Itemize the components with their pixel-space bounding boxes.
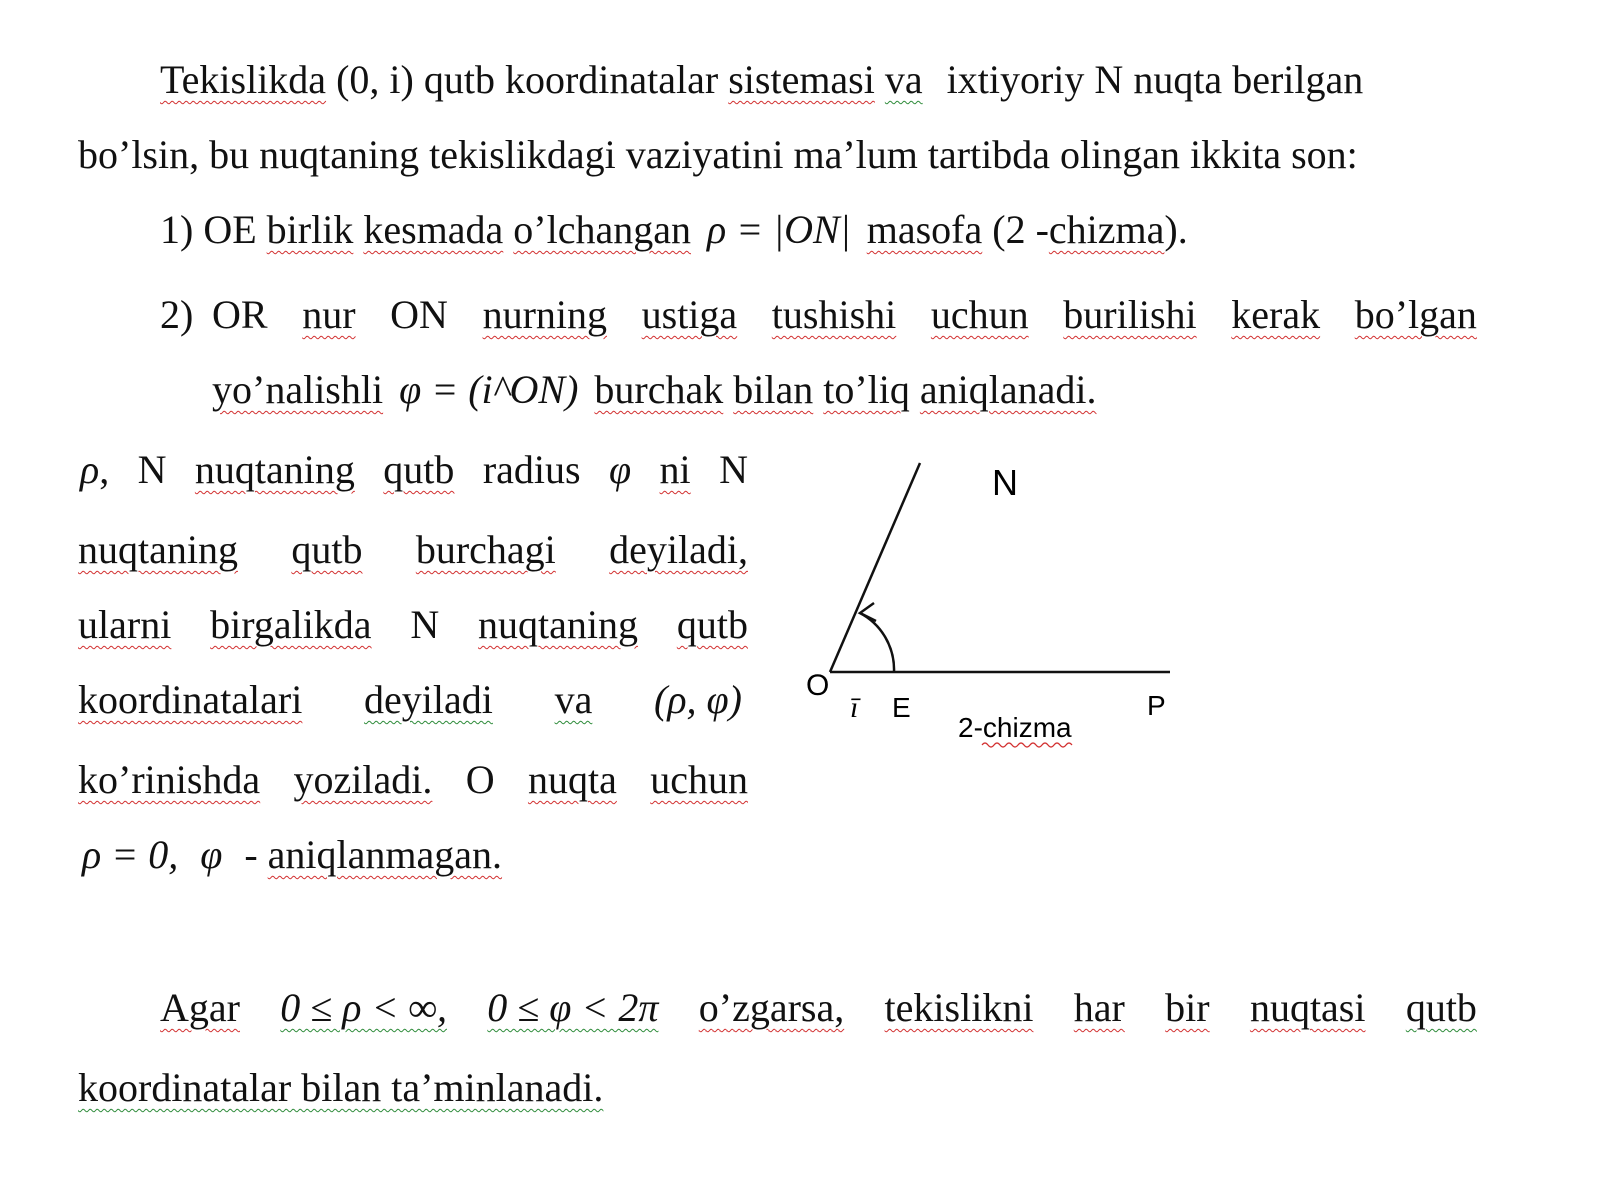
- word: nuqtaning: [478, 602, 639, 647]
- word: tekislikni: [884, 985, 1034, 1030]
- polar-figure: [790, 445, 1210, 765]
- word: uchun: [930, 292, 1029, 337]
- word: Tekislikda: [160, 57, 327, 102]
- word: ko’rinishda: [78, 757, 261, 802]
- word: ,: [99, 447, 110, 492]
- left-col-line2: [78, 527, 748, 572]
- word: nuqta: [1133, 57, 1223, 102]
- formula: ρ = |ON|: [706, 207, 851, 252]
- word: ixtiyoriy: [946, 57, 1085, 102]
- left-col-line6: [82, 832, 503, 877]
- word: tushishi: [771, 292, 897, 337]
- word: nurning: [482, 292, 607, 337]
- angle-arc: [860, 613, 894, 672]
- word: ON: [390, 292, 448, 337]
- list-number: 1): [160, 207, 194, 252]
- word: O: [465, 757, 495, 802]
- word: yoziladi.: [293, 757, 433, 802]
- list-item-2-line2: [212, 367, 1097, 412]
- word: berilgan: [1232, 57, 1364, 102]
- word: sistemasi: [728, 57, 875, 102]
- word: qutb: [1405, 985, 1477, 1030]
- word: o’zgarsa,: [698, 985, 845, 1030]
- word: nuqta: [527, 757, 617, 802]
- word: to’liq: [823, 367, 910, 412]
- paragraph2-line2: koordinatalar bilan ta’minlanadi.: [78, 1065, 604, 1110]
- word: va: [884, 57, 923, 102]
- word: ustiga: [641, 292, 738, 337]
- word: qutb: [383, 447, 455, 492]
- word: kesmada: [363, 207, 504, 252]
- left-col-line1: [80, 447, 748, 492]
- word: har: [1073, 985, 1125, 1030]
- word: qutb: [676, 602, 748, 647]
- word: OE: [203, 207, 257, 252]
- list-item-2-line1: [212, 292, 1477, 337]
- word: nuqtaning: [78, 527, 238, 572]
- word: va: [554, 677, 593, 722]
- word: uchun: [650, 757, 748, 802]
- left-col-line4: [78, 677, 742, 722]
- list-item-2-number: 2): [160, 292, 194, 337]
- formula: 0 ≤ ρ < ∞,: [280, 985, 447, 1030]
- word: masofa: [866, 207, 983, 252]
- formula: 0 ≤ φ < 2π: [487, 985, 659, 1030]
- word: chizma: [1048, 207, 1165, 252]
- left-col-line5: [78, 757, 748, 802]
- label-i: ī: [850, 691, 859, 724]
- word: qutb: [291, 527, 363, 572]
- angle-arrowhead: [860, 603, 876, 621]
- formula: φ = (i^ON): [399, 367, 579, 412]
- word: burchagi: [415, 527, 556, 572]
- word: (0, i): [336, 57, 414, 102]
- left-col-line3: [78, 602, 748, 647]
- word: aniqlanmagan.: [267, 832, 503, 877]
- paragraph1-line1: [160, 57, 1364, 102]
- word: nur: [302, 292, 356, 337]
- formula: (ρ, φ): [654, 677, 742, 722]
- word: OR: [212, 292, 268, 337]
- list-item-1: [160, 207, 1188, 252]
- word: kerak: [1231, 292, 1321, 337]
- ray-ON: [830, 463, 920, 672]
- word: bilan: [733, 367, 814, 412]
- label-N: N: [992, 462, 1018, 503]
- word: deyiladi: [364, 677, 493, 722]
- word: burilishi: [1063, 292, 1197, 337]
- word: -: [244, 832, 258, 877]
- word: radius: [482, 447, 581, 492]
- word: N: [137, 447, 167, 492]
- formula: φ: [200, 832, 223, 877]
- word: o’lchangan: [513, 207, 691, 252]
- formula: ρ = 0,: [82, 832, 179, 877]
- word: nuqtaning: [194, 447, 355, 492]
- paragraph2-line1: [160, 985, 1477, 1030]
- word: qutb: [423, 57, 495, 102]
- word: N: [719, 447, 748, 492]
- word: birlik: [266, 207, 354, 252]
- word: burchak: [594, 367, 724, 412]
- word: ).: [1164, 207, 1188, 252]
- word: koordinatalari: [78, 677, 303, 722]
- word: (2 -: [992, 207, 1049, 252]
- word: bo’lgan: [1354, 292, 1477, 337]
- label-P: P: [1147, 690, 1166, 721]
- word: ni: [659, 447, 691, 492]
- formula: ρ: [80, 447, 100, 492]
- figure-caption: 2-chizma: [958, 712, 1072, 743]
- label-E: E: [892, 692, 911, 723]
- paragraph1-line2: bo’lsin, bu nuqtaning tekislikdagi vaziyatini ma’lum tartibda olingan ikkita son:: [78, 132, 1358, 177]
- word: N: [1094, 57, 1124, 102]
- word: N: [410, 602, 440, 647]
- word: aniqlanadi.: [919, 367, 1097, 412]
- word: bir: [1165, 985, 1210, 1030]
- label-O: O: [806, 669, 830, 702]
- formula: φ: [609, 447, 632, 492]
- word: yo’nalishli: [212, 367, 384, 412]
- word: ularni: [78, 602, 172, 647]
- word: koordinatalar: [504, 57, 719, 102]
- word: nuqtasi: [1249, 985, 1366, 1030]
- word: deyiladi,: [609, 527, 748, 572]
- word: Agar: [160, 985, 240, 1030]
- word: birgalikda: [210, 602, 372, 647]
- caption-spell-underline: [982, 743, 1072, 747]
